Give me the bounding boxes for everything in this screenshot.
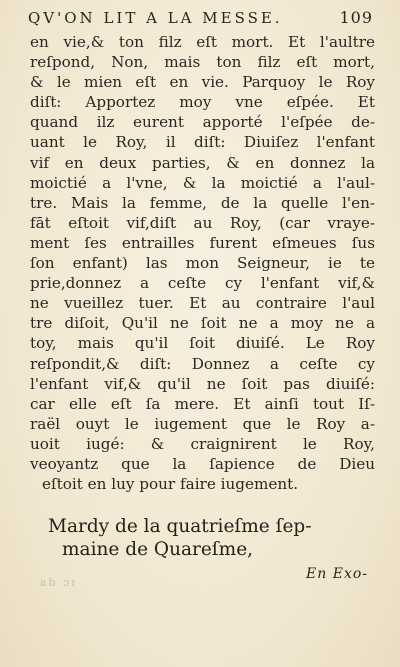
bleed-through-text: ab ɔɪ — [40, 576, 77, 589]
running-head-title: QV'ON LIT A LA MESSE. — [28, 9, 283, 27]
text-line: reſpondit,& diſt: Donnez a ceſte cy — [30, 354, 375, 373]
text-line: eſtoit en luy pour faire iugement. — [42, 475, 299, 494]
text-line: fāt eſtoit vif,diſt au Roy, (car vraye- — [30, 213, 375, 232]
text-line: reſpond, Non, mais ton filz eſt mort, — [30, 53, 375, 72]
text-line: car elle eſt ſa mere. Et ainſi tout Iſ- — [30, 394, 375, 413]
page-number: 109 — [339, 8, 373, 27]
body-text — [30, 32, 375, 494]
text-line: ne vueillez tuer. Et au contraire l'aul — [30, 294, 375, 313]
section-heading-line: Mardy de la quatrieſme ſep- — [48, 516, 312, 537]
text-line: quand ilz eurent apporté l'eſpée de- — [30, 113, 375, 132]
text-line: uant le Roy, il diſt: Diuiſez l'enfant — [30, 133, 375, 152]
text-line: en vie,& ton filz eſt mort. Et l'aultre — [30, 33, 375, 51]
section-heading-line: maine de Quareſme, — [62, 539, 254, 560]
text-line: vif en deux parties, & en donnez la — [30, 153, 375, 172]
text-line: diſt: Apportez moy vne eſpée. Et — [30, 93, 375, 112]
catchword: En Exo- — [306, 566, 368, 582]
text-line: veoyantz que la ſapience de Dieu — [30, 454, 375, 473]
text-line: l'enfant vif,& qu'il ne ſoit pas diuiſé: — [30, 374, 375, 393]
text-line: toy, mais qu'il ſoit diuiſé. Le Roy — [30, 334, 375, 353]
text-line: moictié a l'vne, & la moictié a l'aul- — [30, 173, 375, 192]
text-line: uoit iugé: & craignirent le Roy, — [30, 434, 375, 453]
text-line: raël ouyt le iugement que le Roy a- — [30, 414, 375, 433]
text-line: ſon enfant) las mon Seigneur, ie te — [30, 254, 375, 273]
text-line: tre. Mais la femme, de la quelle l'en- — [30, 193, 375, 212]
text-line: prie,donnez a ceſte cy l'enfant vif,& — [30, 274, 375, 293]
running-head — [28, 8, 373, 30]
text-line: & le mien eſt en vie. Parquoy le Roy — [30, 73, 375, 92]
text-line: tre diſoit, Qu'il ne ſoit ne a moy ne a — [30, 314, 375, 333]
text-line: ment ſes entrailles furent eſmeues ſus — [30, 233, 375, 252]
section-heading — [48, 515, 348, 561]
